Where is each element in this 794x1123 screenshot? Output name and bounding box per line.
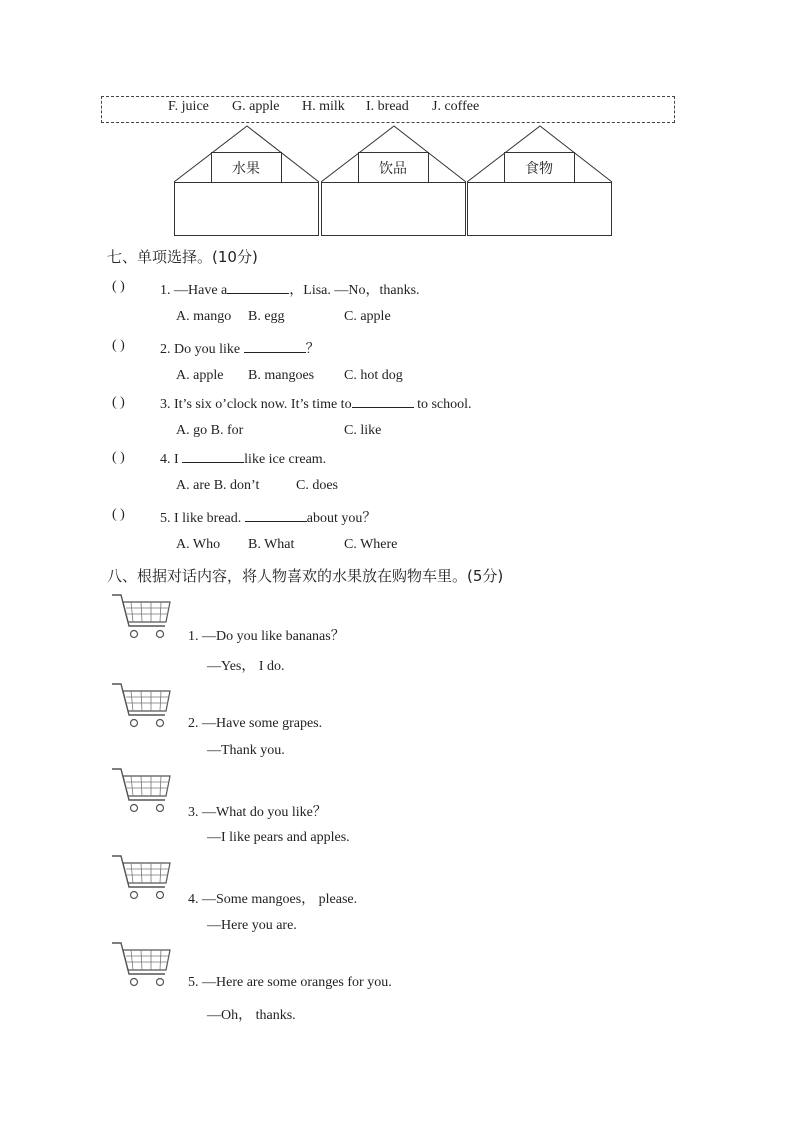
option-a-b: A. are B. don’t <box>176 478 260 493</box>
question-text-post: about you？ <box>306 511 377 526</box>
question-4 <box>160 450 326 468</box>
shopping-cart-icon[interactable] <box>111 768 173 821</box>
answer-blank[interactable] <box>245 509 307 522</box>
question-number: 1. <box>160 283 171 298</box>
question-number: 3. <box>160 397 171 412</box>
shopping-cart-icon[interactable] <box>111 683 173 736</box>
section7-title: 七、单项选择。(10分) <box>107 248 258 266</box>
question-3 <box>160 395 472 413</box>
dialogue-5-line1: 5. —Here are some oranges for you. <box>188 975 392 990</box>
shopping-cart-icon[interactable] <box>111 942 173 995</box>
option-a: A. Who <box>176 537 221 552</box>
option-c: C. Where <box>344 537 398 552</box>
house-drink <box>321 125 467 237</box>
question-2 <box>160 338 320 358</box>
dialogue-2-line2: —Thank you. <box>207 743 285 758</box>
question-1 <box>160 279 420 299</box>
section8-title: 八、根据对话内容，将人物喜欢的水果放在购物车里。(5分) <box>107 567 504 585</box>
answer-blank[interactable] <box>352 395 414 408</box>
question-text-post: ？ <box>305 342 320 357</box>
question-text-pre: It’s six o’clock now. It’s time to <box>174 397 352 412</box>
answer-paren[interactable]: ( ) <box>112 507 125 522</box>
answer-paren[interactable]: ( ) <box>112 279 125 294</box>
word-bank-item: H. milk <box>302 99 345 114</box>
answer-blank[interactable] <box>227 281 289 294</box>
question-text-pre: Do you like <box>174 342 241 357</box>
answer-blank[interactable] <box>244 340 306 353</box>
house-label-drink: 饮品 <box>379 161 407 177</box>
dialogue-3-line2: —I like pears and apples. <box>207 830 350 845</box>
house-label-food: 食物 <box>525 161 553 177</box>
dialogue-2-line1: 2. —Have some grapes. <box>188 716 323 731</box>
shopping-cart-icon[interactable] <box>111 855 173 908</box>
dialogue-5-line2: —Oh， thanks. <box>207 1008 296 1023</box>
dialogue-1-line2: —Yes， I do. <box>207 659 285 674</box>
shopping-cart-icon[interactable] <box>111 594 173 647</box>
option-b: B. mangoes <box>248 368 315 383</box>
option-c: C. like <box>344 423 382 438</box>
dialogue-1-line1: 1. —Do you like bananas？ <box>188 629 345 644</box>
option-a: A. apple <box>176 368 224 383</box>
question-5 <box>160 507 376 527</box>
answer-paren[interactable]: ( ) <box>112 395 125 410</box>
dialogue-4-line2: —Here you are. <box>207 918 297 933</box>
option-a-b: A. go B. for <box>176 423 244 438</box>
option-a: A. mango <box>176 309 232 324</box>
question-number: 2. <box>160 342 171 357</box>
option-c: C. apple <box>344 309 391 324</box>
question-text-post: to school. <box>413 397 472 412</box>
word-bank-item: F. juice <box>168 99 209 114</box>
house-label-fruit: 水果 <box>232 161 260 177</box>
word-bank-item: G. apple <box>232 99 280 114</box>
dialogue-3-line1: 3. —What do you like？ <box>188 805 327 820</box>
question-text-pre: I <box>174 452 179 467</box>
question-number: 5. <box>160 511 171 526</box>
question-text-post: ，Lisa. —No，thanks. <box>289 283 420 298</box>
word-bank-item: J. coffee <box>432 99 480 114</box>
answer-paren[interactable]: ( ) <box>112 338 125 353</box>
word-bank-item: I. bread <box>366 99 409 114</box>
house-food <box>467 125 613 237</box>
question-text-pre: I like bread. <box>174 511 242 526</box>
dialogue-4-line1: 4. —Some mangoes， please. <box>188 892 358 907</box>
option-c: C. hot dog <box>344 368 403 383</box>
option-b: B. What <box>248 537 295 552</box>
option-c: C. does <box>296 478 338 493</box>
answer-paren[interactable]: ( ) <box>112 450 125 465</box>
question-text-pre: —Have a <box>174 283 228 298</box>
answer-blank[interactable] <box>182 450 244 463</box>
house-fruit <box>174 125 320 237</box>
question-number: 4. <box>160 452 171 467</box>
option-b: B. egg <box>248 309 285 324</box>
question-text-post: like ice cream. <box>244 452 327 467</box>
